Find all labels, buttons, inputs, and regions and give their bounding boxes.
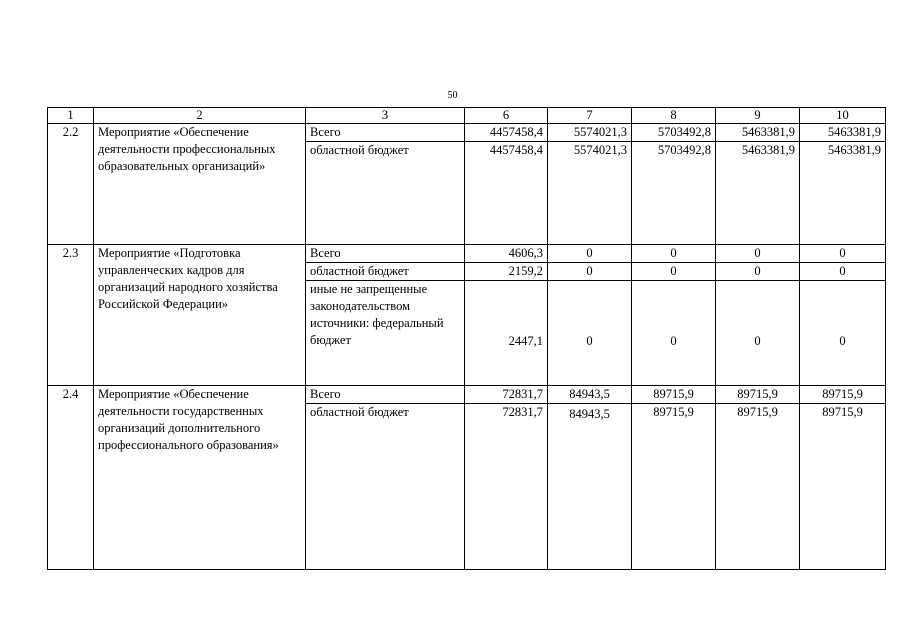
- value-cell: 0: [716, 263, 800, 281]
- header-cell: 1: [48, 108, 94, 124]
- funding-source: Всего: [306, 124, 465, 142]
- value-cell: 0: [716, 281, 800, 386]
- value-cell: 0: [548, 245, 632, 263]
- value-cell: 0: [632, 245, 716, 263]
- value-cell: 89715,9: [800, 404, 886, 570]
- value-cell: 5463381,9: [716, 124, 800, 142]
- value-cell: 0: [800, 245, 886, 263]
- value-cell: 0: [632, 281, 716, 386]
- header-cell: 10: [800, 108, 886, 124]
- header-cell: 8: [632, 108, 716, 124]
- value-cell: 89715,9: [800, 386, 886, 404]
- value-cell: 84943,5: [548, 386, 632, 404]
- header-row: [48, 108, 886, 124]
- value-cell: 4457458,4: [465, 142, 548, 245]
- value-cell: 4606,3: [465, 245, 548, 263]
- value-cell: 89715,9: [632, 386, 716, 404]
- value-cell: 5463381,9: [716, 142, 800, 245]
- funding-source: областной бюджет: [306, 263, 465, 281]
- header-cell: 3: [306, 108, 465, 124]
- header-cell: 6: [465, 108, 548, 124]
- value-cell: 0: [800, 281, 886, 386]
- value-cell: 2447,1: [465, 281, 548, 386]
- value-cell: 2159,2: [465, 263, 548, 281]
- value-cell: 4457458,4: [465, 124, 548, 142]
- header-cell: 9: [716, 108, 800, 124]
- value-cell: 5574021,3: [548, 142, 632, 245]
- item-number: 2.3: [48, 245, 94, 386]
- item-name: Мероприятие «Подготовка управленческих кадров для организаций народного хозяйства Российской Федерации»: [94, 245, 306, 386]
- item-number: 2.2: [48, 124, 94, 245]
- value-cell: 84943,5: [548, 404, 632, 570]
- table-row: [48, 245, 886, 263]
- funding-source: Всего: [306, 245, 465, 263]
- value-cell: 0: [548, 281, 632, 386]
- value-cell: 5463381,9: [800, 142, 886, 245]
- value-cell: 5463381,9: [800, 124, 886, 142]
- value-cell: 0: [548, 263, 632, 281]
- value-cell: 0: [716, 245, 800, 263]
- funding-source: Всего: [306, 386, 465, 404]
- value-cell: 89715,9: [632, 404, 716, 570]
- value-cell: 0: [632, 263, 716, 281]
- value-cell: 5703492,8: [632, 142, 716, 245]
- header-cell: 2: [94, 108, 306, 124]
- funding-source: областной бюджет: [306, 142, 465, 245]
- header-cell: 7: [548, 108, 632, 124]
- table-row: [48, 386, 886, 404]
- budget-table: [47, 107, 886, 570]
- funding-source: иные не запрещенные законодательством источники: федеральный бюджет: [306, 281, 465, 386]
- value-cell: 72831,7: [465, 386, 548, 404]
- value-cell: 0: [800, 263, 886, 281]
- item-name: Мероприятие «Обеспечение деятельности государственных организаций дополнительного профессионального образования»: [94, 386, 306, 570]
- value-cell: 5703492,8: [632, 124, 716, 142]
- value-cell: 89715,9: [716, 386, 800, 404]
- item-name: Мероприятие «Обеспечение деятельности профессиональных образовательных организаций»: [94, 124, 306, 245]
- page-number: 50: [447, 90, 458, 101]
- table-row: [48, 124, 886, 142]
- item-number: 2.4: [48, 386, 94, 570]
- value-cell: 89715,9: [716, 404, 800, 570]
- funding-source: областной бюджет: [306, 404, 465, 570]
- value-cell: 72831,7: [465, 404, 548, 570]
- value-cell: 5574021,3: [548, 124, 632, 142]
